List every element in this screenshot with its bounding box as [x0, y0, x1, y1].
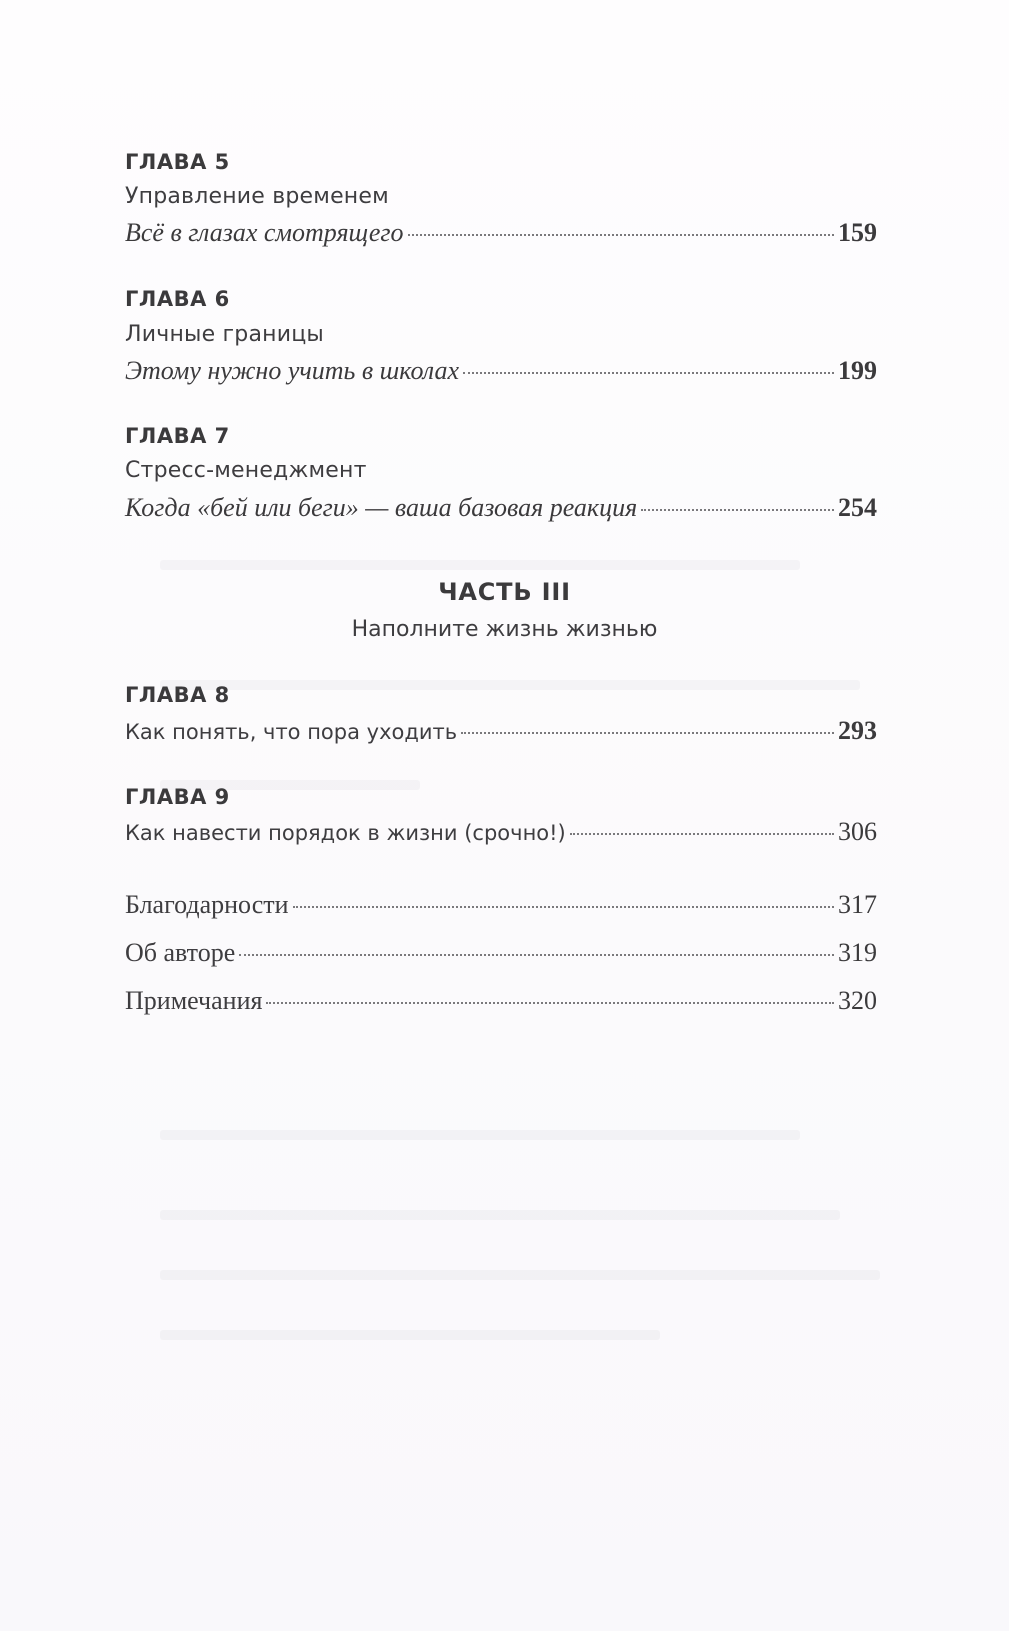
chapter-9-label: ГЛАВА 9: [125, 785, 230, 809]
show-through-texture: [160, 680, 860, 690]
acknowledgements-title: Благодарности: [125, 890, 289, 919]
show-through-texture: [160, 1210, 840, 1220]
dot-leader: [239, 954, 834, 956]
dot-leader: [408, 234, 835, 236]
chapter-6-label: ГЛАВА 6: [125, 287, 230, 311]
chapter-9-entry[interactable]: [125, 817, 877, 847]
dot-leader: [463, 372, 834, 374]
dot-leader: [461, 732, 834, 734]
chapter-6-title: Личные границы: [125, 322, 324, 347]
chapter-8-title: Как понять, что пора уходить: [125, 720, 458, 744]
show-through-texture: [160, 1130, 800, 1140]
chapter-5-label: ГЛАВА 5: [125, 150, 230, 174]
part-3-title: Наполните жизнь жизнью: [351, 617, 658, 642]
show-through-texture: [160, 1330, 660, 1340]
about-author-title: Об авторе: [125, 938, 236, 967]
chapter-8-page: 293: [838, 716, 877, 745]
chapter-9-title: Как навести порядок в жизни (срочно!): [125, 821, 566, 845]
chapter-7-page: 254: [838, 493, 877, 522]
chapter-7-entry[interactable]: [125, 493, 877, 523]
acknowledgements-page: 317: [838, 890, 877, 919]
chapter-8-label: ГЛАВА 8: [125, 683, 230, 707]
chapter-6-page: 199: [838, 356, 877, 385]
chapter-7-label: ГЛАВА 7: [125, 424, 230, 448]
chapter-7-title: Стресс-менеджмент: [125, 458, 367, 483]
chapter-9-page: 306: [838, 817, 877, 846]
chapter-6-entry[interactable]: [125, 356, 877, 386]
back-matter-notes[interactable]: [125, 986, 877, 1016]
back-matter-about-author[interactable]: [125, 938, 877, 968]
chapter-7-subtitle: Когда «бей или беги» — ваша базовая реакция: [125, 493, 638, 522]
notes-title: Примечания: [125, 986, 263, 1015]
dot-leader: [293, 906, 834, 908]
chapter-5-title: Управление временем: [125, 184, 389, 209]
part-3-label: ЧАСТЬ III: [438, 578, 571, 606]
show-through-texture: [160, 1270, 880, 1280]
show-through-texture: [160, 560, 800, 570]
chapter-5-subtitle: Всё в глазах смотрящего: [125, 218, 404, 247]
dot-leader: [266, 1002, 834, 1004]
dot-leader: [570, 833, 834, 835]
chapter-8-entry[interactable]: [125, 716, 877, 746]
chapter-5-page: 159: [838, 218, 877, 247]
notes-page: 320: [838, 986, 877, 1015]
dot-leader: [641, 509, 834, 511]
about-author-page: 319: [838, 938, 877, 967]
back-matter-acknowledgements[interactable]: [125, 890, 877, 920]
chapter-5-entry[interactable]: [125, 218, 877, 248]
chapter-6-subtitle: Этому нужно учить в школах: [125, 356, 460, 385]
